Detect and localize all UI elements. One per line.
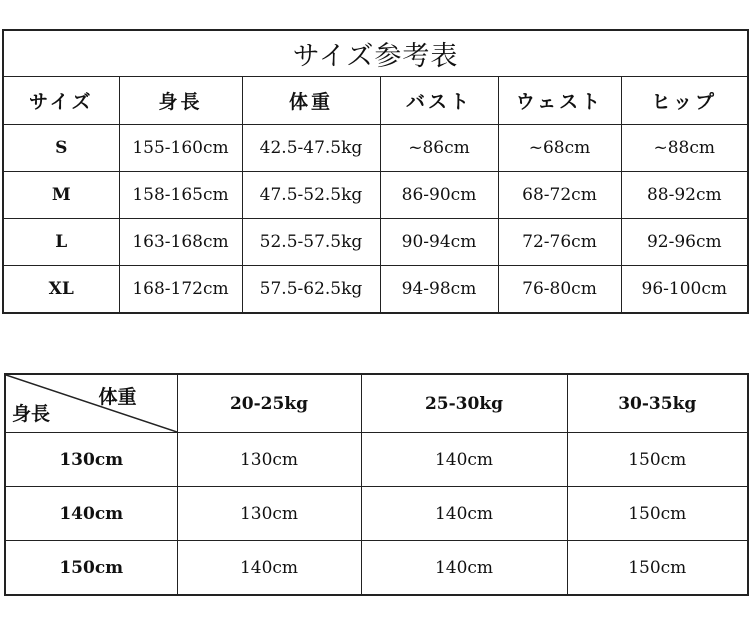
size-value: 130cm (177, 487, 361, 541)
header-size: サイズ (3, 77, 119, 125)
height-value: 163-168cm (119, 219, 242, 266)
height-value: 168-172cm (119, 266, 242, 314)
height-value: 158-165cm (119, 172, 242, 219)
size-value: 130cm (177, 433, 361, 487)
header-hip: ヒップ (621, 77, 748, 125)
height-value: 155-160cm (119, 125, 242, 172)
size-label: S (3, 125, 119, 172)
size-label: L (3, 219, 119, 266)
size-value: 140cm (177, 541, 361, 596)
table-row (5, 433, 748, 487)
header-waist: ウェスト (498, 77, 621, 125)
size-value: 150cm (567, 487, 748, 541)
table-row (5, 541, 748, 596)
bust-value: 90-94cm (380, 219, 498, 266)
size-row-m (3, 172, 748, 219)
header-bust: バスト (380, 77, 498, 125)
weight-value: 47.5-52.5kg (242, 172, 380, 219)
header-height: 身長 (119, 77, 242, 125)
weight-header: 20-25kg (177, 374, 361, 433)
waist-value: 68-72cm (498, 172, 621, 219)
corner-height-label: 身長 (12, 403, 51, 425)
header-weight: 体重 (242, 77, 380, 125)
waist-value: 76-80cm (498, 266, 621, 314)
bust-value: ~86cm (380, 125, 498, 172)
hip-value: 96-100cm (621, 266, 748, 314)
weight-value: 52.5-57.5kg (242, 219, 380, 266)
bust-value: 94-98cm (380, 266, 498, 314)
size-value: 140cm (361, 541, 567, 596)
weight-value: 57.5-62.5kg (242, 266, 380, 314)
hip-value: 88-92cm (621, 172, 748, 219)
hip-value: 92-96cm (621, 219, 748, 266)
hip-value: ~88cm (621, 125, 748, 172)
size-reference-table (2, 29, 749, 314)
waist-value: ~68cm (498, 125, 621, 172)
size-value: 150cm (567, 541, 748, 596)
size-value: 150cm (567, 433, 748, 487)
size-table-title: サイズ参考表 (3, 30, 748, 77)
size-row-s (3, 125, 748, 172)
weight-value: 42.5-47.5kg (242, 125, 380, 172)
size-label: XL (3, 266, 119, 314)
corner-weight-label: 体重 (98, 386, 137, 408)
size-value: 140cm (361, 487, 567, 541)
size-row-l (3, 219, 748, 266)
weight-header: 30-35kg (567, 374, 748, 433)
table-row (5, 487, 748, 541)
bust-value: 86-90cm (380, 172, 498, 219)
height-label: 140cm (5, 487, 177, 541)
corner-header (5, 374, 177, 433)
size-value: 140cm (361, 433, 567, 487)
size-row-xl (3, 266, 748, 314)
height-label: 130cm (5, 433, 177, 487)
waist-value: 72-76cm (498, 219, 621, 266)
size-label: M (3, 172, 119, 219)
height-weight-table (4, 373, 749, 596)
height-label: 150cm (5, 541, 177, 596)
weight-header: 25-30kg (361, 374, 567, 433)
